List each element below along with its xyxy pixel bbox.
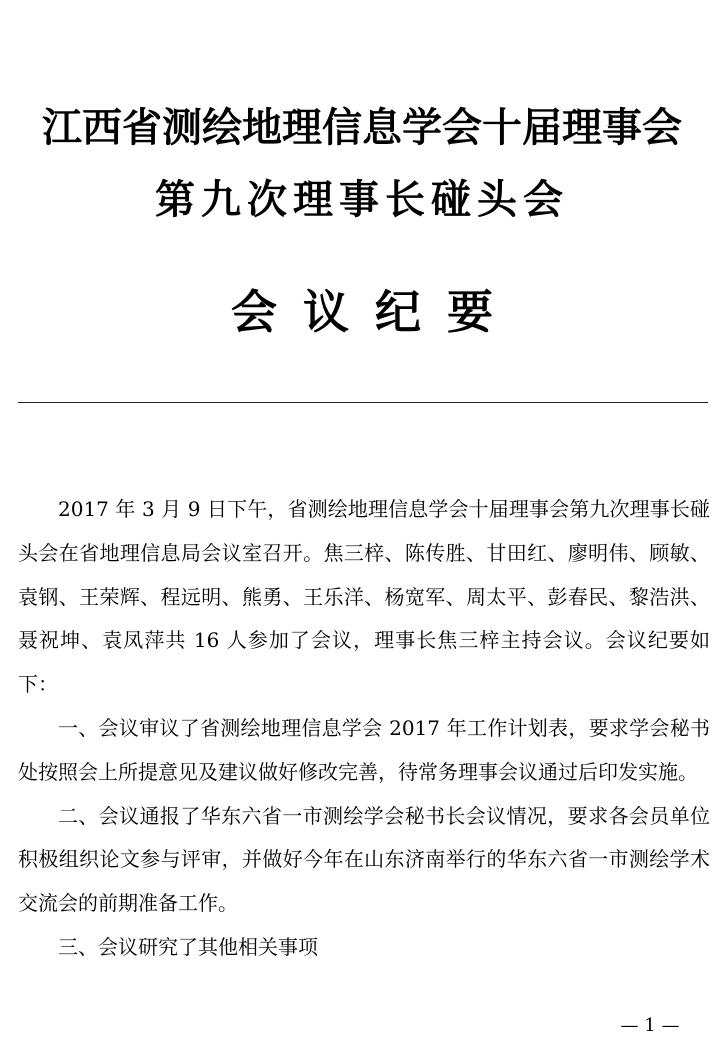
header-divider (18, 402, 708, 403)
paragraph-item-2: 二、会议通报了华东六省一市测绘学会秘书长会议情况，要求各会员单位积极组织论文参与评审，并做好今年在山东济南举行的华东六省一市测绘学术交流会的前期准备工作。 (18, 803, 710, 916)
paragraph-item-1: 一、会议审议了省测绘地理信息学会 2017 年工作计划表，要求学会秘书处按照会上所提意见及建议做好修改完善，待常务理事会议通过后印发实施。 (18, 715, 710, 784)
page-number: — 1 — (620, 1015, 680, 1036)
title-line-1: 江西省测绘地理信息学会十届理事会 (42, 104, 682, 151)
paragraph-intro: 2017 年 3 月 9 日下午，省测绘地理信息学会十届理事会第九次理事长碰头会在省地理信息局会议室召开。焦三梓、陈传胜、甘田红、廖明伟、顾敏、袁钢、王荣辉、程远明、熊勇、王乐洋、杨宽军、周太平、彭春民、黎浩洪、聂祝坤、袁凤萍共 16 人参加了会议，理事长焦三梓主持会议。会议纪要如下： (18, 497, 710, 697)
paragraph-item-3: 三、会议研究了其他相关事项 (58, 934, 318, 959)
title-line-2: 第九次理事长碰头会 (155, 176, 569, 223)
title-line-3: 会议纪要 (231, 285, 519, 339)
document-body (18, 488, 710, 970)
